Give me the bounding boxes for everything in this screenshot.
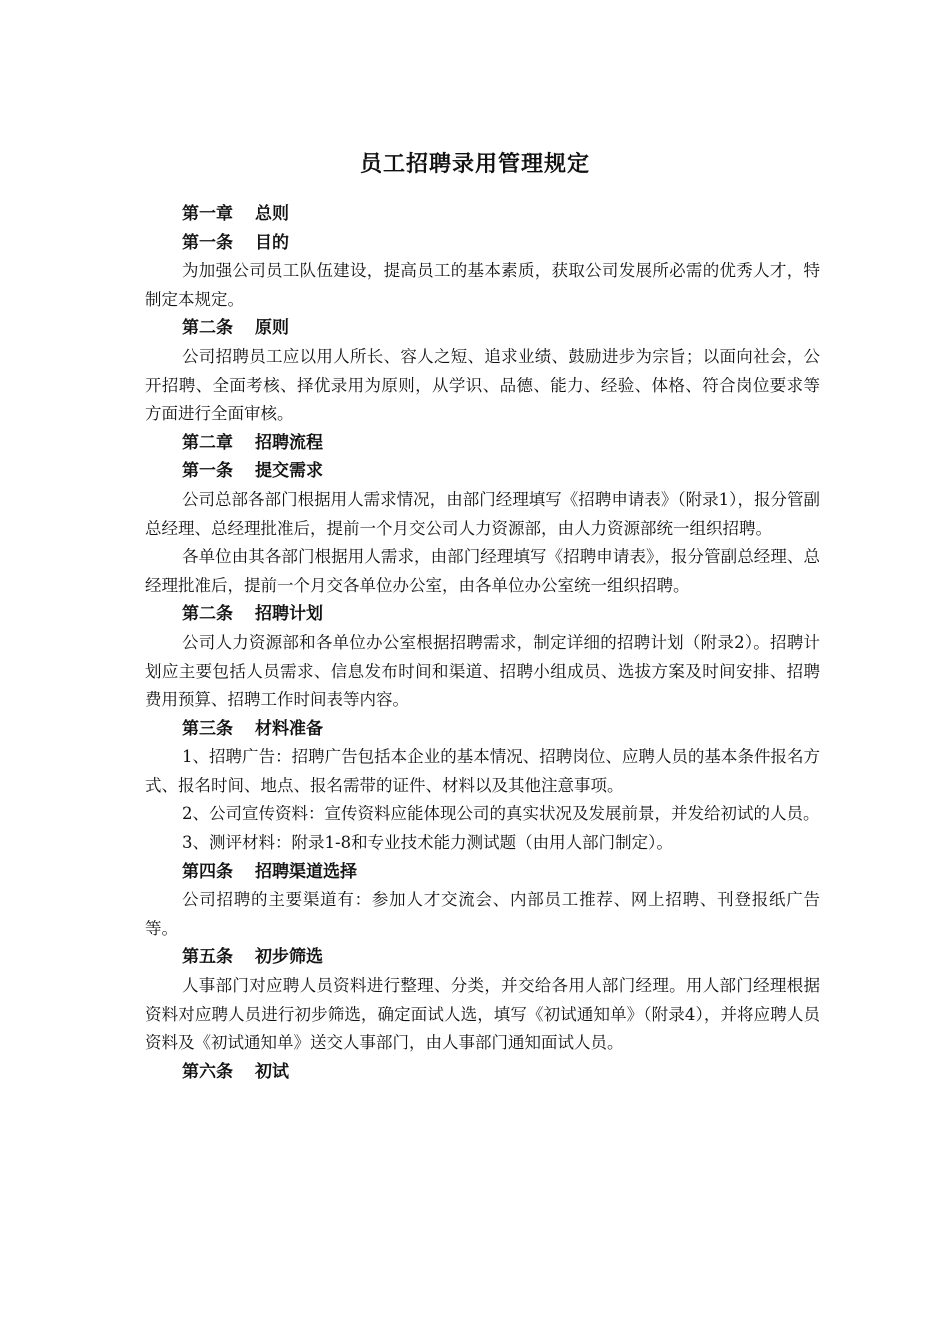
section-label: 招聘流程: [255, 432, 323, 453]
section-heading: [145, 200, 820, 229]
paragraph: 为加强公司员工队伍建设，提高员工的基本素质，获取公司发展所必需的优秀人才，特制定本规定。: [145, 261, 820, 309]
paragraph: 1、招聘广告：招聘广告包括本企业的基本情况、招聘岗位、应聘人员的基本条件报名方式、报名时间、地点、报名需带的证件、材料以及其他注意事项。: [145, 747, 820, 795]
section-number: 第一章: [182, 204, 233, 224]
section-label: 总则: [255, 204, 289, 224]
paragraph: 人事部门对应聘人员资料进行整理、分类，并交给各用人部门经理。用人部门经理根据资料对应聘人员进行初步筛选，确定面试人选，填写《初试通知单》（附录4），并将应聘人员资料及《初试通知单》送交人事部门，由人事部门通知面试人员。: [145, 976, 820, 1053]
section-label: 初步筛选: [255, 947, 323, 968]
section-label: 招聘计划: [255, 604, 323, 625]
section-label: 招聘渠道选择: [255, 861, 357, 882]
section-number: 第二条: [182, 604, 233, 625]
section-heading: [145, 858, 820, 887]
section-number: 第四条: [182, 861, 233, 882]
paragraph: 3、测评材料：附录1-8和专业技术能力测试题（由用人部门制定）。: [182, 833, 673, 853]
section-number: 第二条: [182, 318, 233, 339]
section-number: 第五条: [182, 947, 233, 968]
paragraph: 公司人力资源部和各单位办公室根据招聘需求，制定详细的招聘计划（附录2）。招聘计划应主要包括人员需求、信息发布时间和渠道、招聘小组成员、选拔方案及时间安排、招聘费用预算、招聘工作时间表等内容。: [145, 632, 820, 710]
paragraph: 各单位由其各部门根据用人需求，由部门经理填写《招聘申请表》，报分管副总经理、总经理批准后，提前一个月交各单位办公室，由各单位办公室统一组织招聘。: [145, 547, 820, 595]
section-heading: [145, 943, 820, 972]
section-heading: [145, 314, 820, 343]
section-label: 原则: [255, 318, 289, 339]
section-heading: [145, 429, 820, 458]
paragraph: 2、公司宣传资料：宣传资料应能体现公司的真实状况及发展前景，并发给初试的人员。: [182, 804, 820, 824]
section-number: 第六条: [182, 1061, 233, 1082]
document-title: 员工招聘录用管理规定: [359, 152, 590, 177]
section-heading: [145, 229, 820, 258]
section-heading: [145, 1058, 820, 1087]
document-body: [145, 200, 820, 1086]
section-label: 初试: [255, 1061, 289, 1082]
paragraph: 公司招聘员工应以用人所长、容人之短、追求业绩、鼓励进步为宗旨；以面向社会，公开招聘、全面考核、择优录用为原则，从学识、品德、能力、经验、体格、符合岗位要求等方面进行全面审核。: [145, 346, 820, 424]
section-heading: [145, 457, 820, 486]
section-number: 第三条: [182, 718, 233, 739]
section-number: 第二章: [182, 432, 233, 453]
section-label: 目的: [255, 232, 289, 253]
section-number: 第一条: [182, 232, 233, 253]
section-label: 材料准备: [255, 718, 323, 739]
section-heading: [145, 600, 820, 629]
section-label: 提交需求: [255, 461, 323, 482]
section-heading: [145, 715, 820, 744]
paragraph: 公司总部各部门根据用人需求情况，由部门经理填写《招聘申请表》（附录1），报分管副总经理、总经理批准后，提前一个月交公司人力资源部，由人力资源部统一组织招聘。: [145, 489, 820, 538]
section-number: 第一条: [182, 461, 233, 482]
paragraph: 公司招聘的主要渠道有：参加人才交流会、内部员工推荐、网上招聘、刊登报纸广告等。: [145, 890, 820, 938]
